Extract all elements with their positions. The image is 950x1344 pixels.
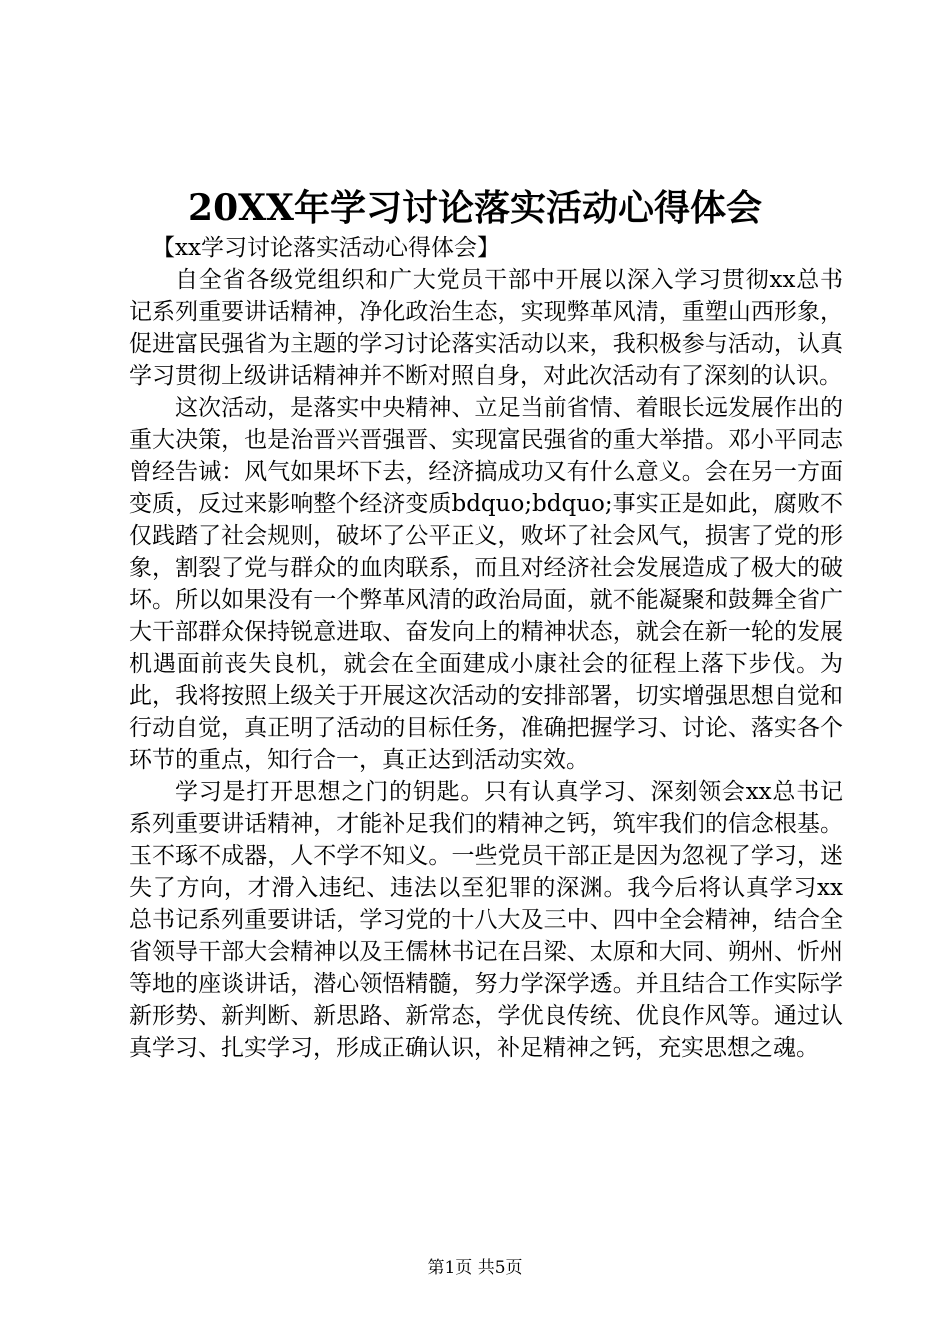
- paragraph-3: 学习是打开思想之门的钥匙。只有认真学习、深刻领会xx总书记系列重要讲话精神，才能补足我们的精神之钙，筑牢我们的信念根基。玉不琢不成器，人不学不知义。一些党员干部正是因为忽视了学习，迷失了方向，才滑入违纪、违法以至犯罪的深渊。我今后将认真学习xx总书记系列重要讲话，学习党的十八大及三中、四中全会精神，结合全省领导干部大会精神以及王儒林书记在吕梁、太原和大同、朔州、忻州等地的座谈讲话，潜心领悟精髓，努力学深学透。并且结合工作实际学新形势、新判断、新思路、新常态，学优良传统、优良作风等。通过认真学习、扎实学习，形成正确认识，补足精神之钙，充实思想之魂。: [129, 779, 843, 1061]
- document-title: 20XX年学习讨论落实活动心得体会: [188, 187, 762, 229]
- document-body: [129, 232, 843, 1064]
- paragraph-2: 这次活动，是落实中央精神、立足当前省情、着眼长远发展作出的重大决策，也是治晋兴晋强晋、实现富民强省的重大举措。邓小平同志曾经告诫：风气如果坏下去，经济搞成功又有什么意义。会在另一方面变质，反过来影响整个经济变质bdquo;bdquo;事实正是如此，腐败不仅践踏了社会规则，破坏了公平正义，败坏了社会风气，损害了党的形象，割裂了党与群众的血肉联系，而且对经济社会发展造成了极大的破坏。所以如果没有一个弊革风清的政治局面，就不能凝聚和鼓舞全省广大干部群众保持锐意进取、奋发向上的精神状态，就会在新一轮的发展机遇面前丧失良机，就会在全面建成小康社会的征程上落下步伐。为此，我将按照上级关于开展这次活动的安排部署，切实增强思想自觉和行动自觉，真正明了活动的目标任务，准确把握学习、讨论、落实各个环节的重点，知行合一，真正达到活动实效。: [129, 395, 843, 773]
- paragraph-1: 自全省各级党组织和广大党员干部中开展以深入学习贯彻xx总书记系列重要讲话精神，净化政治生态，实现弊革风清，重塑山西形象，促进富民强省为主题的学习讨论落实活动以来，我积极参与活动，认真学习贯彻上级讲话精神并不断对照自身，对此次活动有了深刻的认识。: [129, 267, 843, 389]
- intro-heading: 【xx学习讨论落实活动心得体会】: [152, 235, 500, 261]
- page-number-footer: 第1页 共5页: [427, 1258, 523, 1278]
